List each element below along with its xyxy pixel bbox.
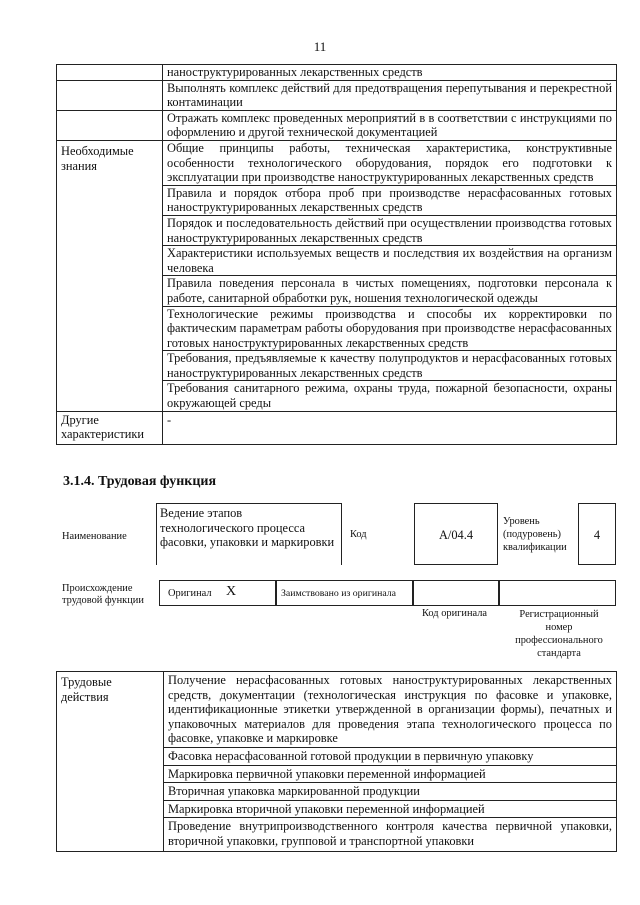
section-title: 3.1.4. Трудовая функция — [63, 474, 217, 489]
action-cell: Вторичная упаковка маркированной продукции — [164, 783, 617, 801]
reg-number-box — [499, 580, 616, 606]
table-row — [57, 672, 617, 748]
other-value: - — [163, 411, 617, 444]
knowledge-cell: Технологические режимы производства и способы их корректировки по фактическим параметрам работы оборудования при производстве нерасфасованных готовых наноструктурированных лекарственных средств — [163, 306, 617, 351]
level-value-box — [578, 503, 616, 565]
reg-number-caption: Регистрационный номер профессионального стандарта — [515, 609, 603, 659]
other-label: Другие характеристики — [57, 411, 163, 444]
origin-borrowed-box — [276, 580, 413, 606]
code-value: А/04.4 — [438, 528, 474, 542]
knowledge-cell: Характеристики используемых веществ и последствия их воздействия на организм человека — [163, 246, 617, 276]
action-cell: Фасовка нерасфасованной готовой продукции в первичную упаковку — [164, 747, 617, 765]
table-row — [57, 411, 617, 444]
code-original-caption: Код оригинала — [422, 608, 488, 619]
knowledge-cell: Порядок и последовательность действий при осуществлении производства готовых наноструктурированных лекарственных средств — [163, 215, 617, 245]
continuation-cell: наноструктурированных лекарственных средств — [163, 65, 617, 81]
page-number: 11 — [313, 39, 327, 54]
actions-label: Трудовые действия — [57, 672, 164, 852]
knowledge-cell: Правила и порядок отбора проб при производстве нерасфасованных готовых наноструктурированных лекарственных средств — [163, 185, 617, 215]
knowledge-cell: Общие принципы работы, техническая характеристика, конструктивные особенности технологического оборудования, порядок его подготовки к эксплуатации при производстве наноструктурированных лекарственных средств — [163, 140, 617, 185]
level-label: Уровень (подуровень) квалификации — [503, 516, 567, 553]
knowledge-cell: Требования, предъявляемые к качеству полупродуктов и нерасфасованных готовых наноструктурированных лекарственных средств — [163, 351, 617, 381]
borrowed-label: Заимствовано из оригинала — [281, 588, 396, 599]
knowledge-cell: Правила поведения персонала в чистых помещениях, подготовки персонала к работе, санитарной обработки рук, ношения технологической одежды — [163, 276, 617, 306]
table-row — [57, 65, 617, 81]
continuation-cell: Выполнять комплекс действий для предотвращения перепутывания и перекрестной контаминации — [163, 80, 617, 110]
origin-label: Происхождение трудовой функции — [62, 583, 144, 606]
table-row — [57, 80, 617, 110]
action-cell: Маркировка вторичной упаковки переменной информацией — [164, 800, 617, 818]
table-row — [57, 140, 617, 185]
actions-table — [56, 671, 617, 852]
knowledge-cell: Требования санитарного режима, охраны труда, пожарной безопасности, охраны окружающей среды — [163, 381, 617, 411]
code-label: Код — [350, 529, 367, 540]
level-value: 4 — [593, 528, 601, 542]
name-value-box — [156, 503, 342, 565]
knowledge-label: Необходимые знания — [57, 140, 163, 411]
name-value: Ведение этапов технологического процесса фасовки, упаковки и маркировки — [160, 506, 335, 550]
code-value-box — [414, 503, 498, 565]
top-table — [56, 64, 617, 445]
original-label: Оригинал — [168, 588, 212, 599]
action-cell: Маркировка первичной упаковки переменной информацией — [164, 765, 617, 783]
name-label: Наименование — [62, 531, 127, 542]
table-row — [57, 110, 617, 140]
original-mark: X — [226, 584, 237, 599]
code-original-box — [413, 580, 499, 606]
action-cell: Проведение внутрипроизводственного контроля качества первичной упаковки, вторичной упаковки, групповой и транспортной упаковки — [164, 818, 617, 851]
origin-original-box — [159, 580, 276, 606]
action-cell: Получение нерасфасованных готовых наноструктурированных лекарственных средств, документации (технологическая инструкция по фасовке и упаковке, идентификационные этикетки утвержденной в организации формы), печатных и упаковочных материалов для проведения этапа технологического процесса по фасовке, упаковке и маркировке — [164, 672, 617, 748]
continuation-cell: Отражать комплекс проведенных мероприятий в в соответствии с инструкциями по оформлению и другой технической документацией — [163, 110, 617, 140]
